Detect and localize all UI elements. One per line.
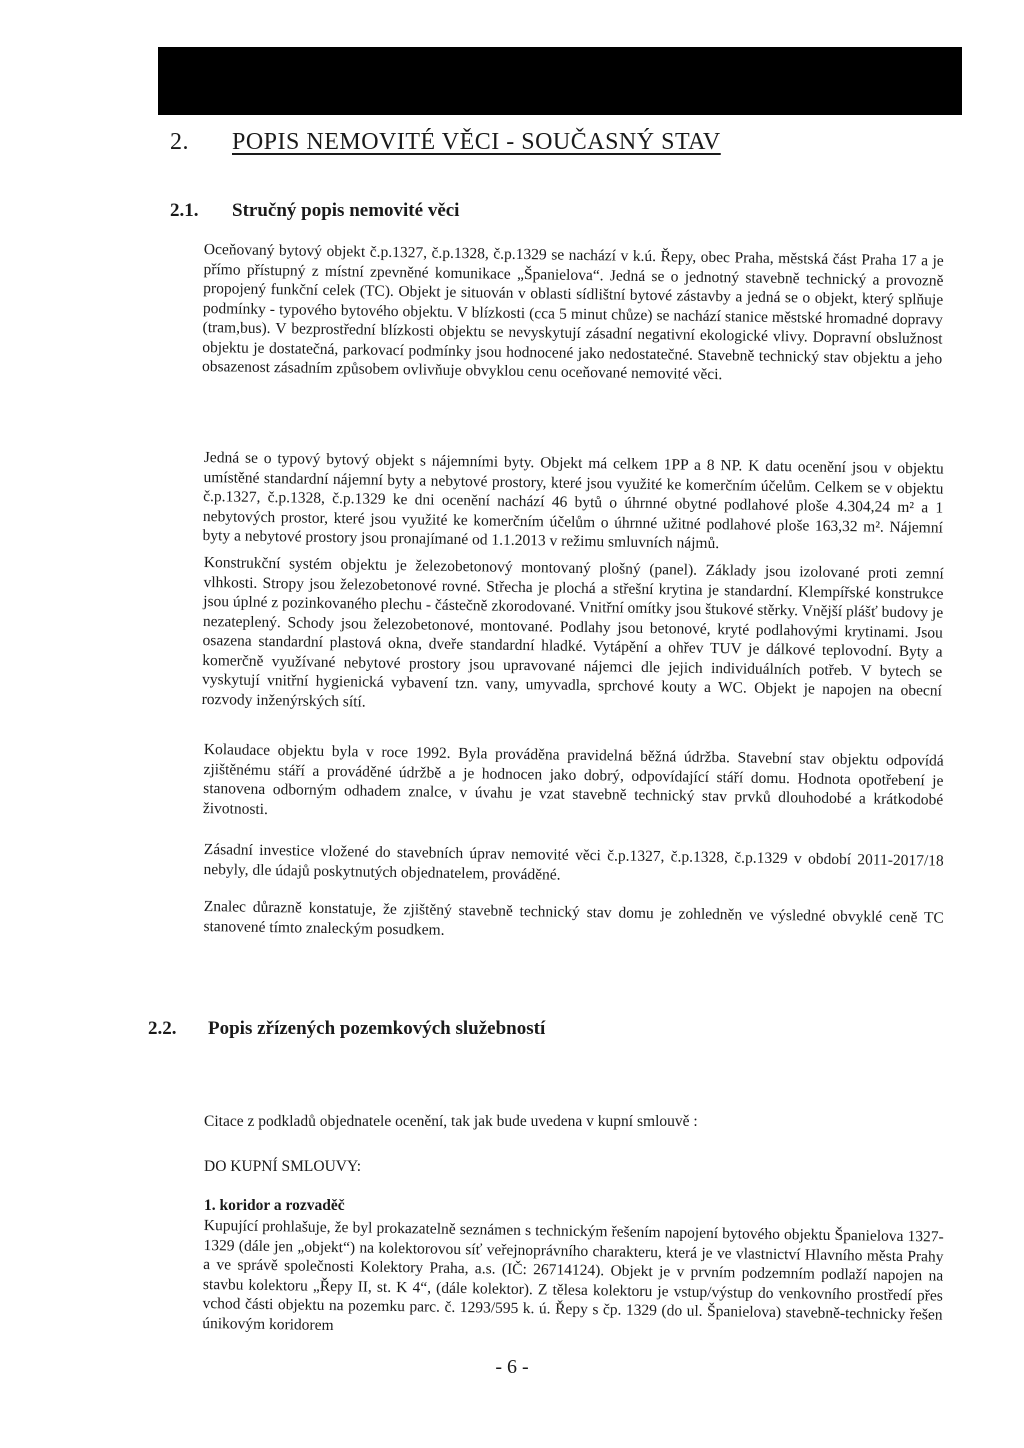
- redaction-bar: [158, 47, 962, 115]
- citation-text: Citace z podkladů objednatele ocenění, tak jak bude uvedena v kupní smlouvě :: [204, 1113, 698, 1130]
- subsection-number-2: 2.2.: [148, 1018, 177, 1039]
- paragraph-1: Oceňovaný bytový objekt č.p.1327, č.p.1328, č.p.1329 se nachází v k.ú. Řepy, obec Praha, městská část Praha 17 a je přímo přístupný z místní zpevněné komunikace „Španielova“. Jedná se o jednotný stavebně technický a provozně propojený funkční celek (TC). Objekt je situován v oblasti sídlištní bytové zástavby a jedná se o objekt, který splňuje podmínky - typového bytového objektu. V blízkosti (cca 5 minut chůze) se nachází stanice městské hromadné dopravy (tram,bus). V bezprostřední blízkosti objektu se nevyskytují zásadní negativní ekologické vlivy. Dopravní obslužnost objektu je dostatečná, parkovací podmínky jsou hodnocené jako nedostatečné. Stavebně technický stav objektu a jeho obsazenost zásadním způsobem ovlivňuje obvyklou cenu oceňované nemovité věci.: [201, 240, 944, 384]
- paragraph-3: Konstrukční systém objektu je železobetonový montovaný plošný (panel). Základy jsou izolované proti zemní vlhkosti. Stropy jsou železobetonové rovné. Střecha je plochá a střešní krytina je standardní. Klempířské konstrukce jsou úplné z pozinkovaného plechu - částečně zkorodované. Vnitřní omítky jsou štukové stěrky. Vnější plášť budovy je nezateplený. Schody jsou železobetonové, montované. Podlahy jsou betonové, kryté podlahovými krytinami. Jsou osazena standardní plastová okna, dveře standardní hladké. Vytápění a ohřev TUV je dálkové teplovodní. Byty a komerčně využívané nebytové prostory jsou upravované nájemci dle jejich individuálních potřeb. V bytech se vyskytují vnitřní hygienická vybavení tzn. vany, umyvadla, sprchové kouty a WC. Objekt je napojen na obecní rozvody inženýrských sítí.: [201, 553, 944, 711]
- item-1-text: Kupující prohlašuje, že byl prokazatelně seznámen s technickým řešením napojení bytového objektu Španielova 1327-1329 (dále jen „objekt“) na kolektorovou síť veřejnoprávního charakteru, která je ve vlastnictví Hlavního města Prahy a ve správě společnosti Kolektory Praha, a.s. (IČ: 26714124). Objekt je v prvním podzemním podlaží napojen na stavbu kolektoru „Řepy II, st. K 4“, (dále kolektor). Z tělesa kolektoru je vstup/výstup do venkovního prostředí přes vchod části objektu na pozemku parc. č. 1293/595 k. ú. Řepy s čp. 1329 (do ul. Španielova) stavebně-technicky řešen únikovým koridorem: [202, 1216, 944, 1334]
- paragraph-6: Znalec důrazně konstatuje, že zjištěný stavebně technický stav domu je zohledněn ve výsledné obvyklé ceně TC stanovené tímto znaleckým posudkem.: [203, 897, 944, 939]
- section-number: 2.: [170, 129, 189, 155]
- paragraph-4: Kolaudace objektu byla v roce 1992. Byla prováděna pravidelná běžná údržba. Stavební stav objektu odpovídá zjištěnému stáří a prováděné údržbě a je hodnocen jako dobrý, odpovídající stáří domu. Hodnota opotřebení je stanovena odborným odhadem znalce, v úvahu je vzat stavebně technický stav prvků dlouhodobé a krátkodobé životnosti.: [202, 740, 944, 818]
- subsection-title: Stručný popis nemovité věci: [232, 200, 460, 221]
- paragraph-5: Zásadní investice vložené do stavebních úprav nemovité věci č.p.1327, č.p.1328, č.p.1329 v období 2011-2017/18 nebyly, dle údajů poskytnutých objednatelem, prováděné.: [203, 840, 944, 884]
- paragraph-2: Jedná se o typový bytový objekt s nájemními byty. Objekt má celkem 1PP a 8 NP. K datu ocenění jsou v objektu umístěné standardní nájemní byty a nebytové prostory, které jsou využité ke komerčním účelům. Celkem se v objektu č.p.1327, č.p.1328, č.p.1329 ke dni ocenění nachází 46 bytů o úhrnné obytné podlahové ploše 4.304,24 m² a 1 nebytových prostor, které jsou využité ke komerčním účelům o úhrnné užitné podlahové ploše 163,32 m². Nájemní byty a nebytové prostory jsou pronajímané od 1.1.2013 v režimu smluvních nájmů.: [202, 448, 944, 553]
- section-heading: [170, 129, 721, 156]
- subsection-heading-2: [148, 1018, 545, 1040]
- subsection-heading: [170, 200, 459, 222]
- contract-heading: DO KUPNÍ SMLOUVY:: [204, 1158, 362, 1175]
- page-number: - 6 -: [495, 1356, 529, 1378]
- item-1-title: 1. koridor a rozvaděč: [204, 1197, 345, 1214]
- subsection-title-2: Popis zřízených pozemkových služebností: [208, 1018, 546, 1039]
- section-title: POPIS NEMOVITÉ VĚCI - SOUČASNÝ STAV: [232, 129, 721, 155]
- subsection-number: 2.1.: [170, 200, 199, 221]
